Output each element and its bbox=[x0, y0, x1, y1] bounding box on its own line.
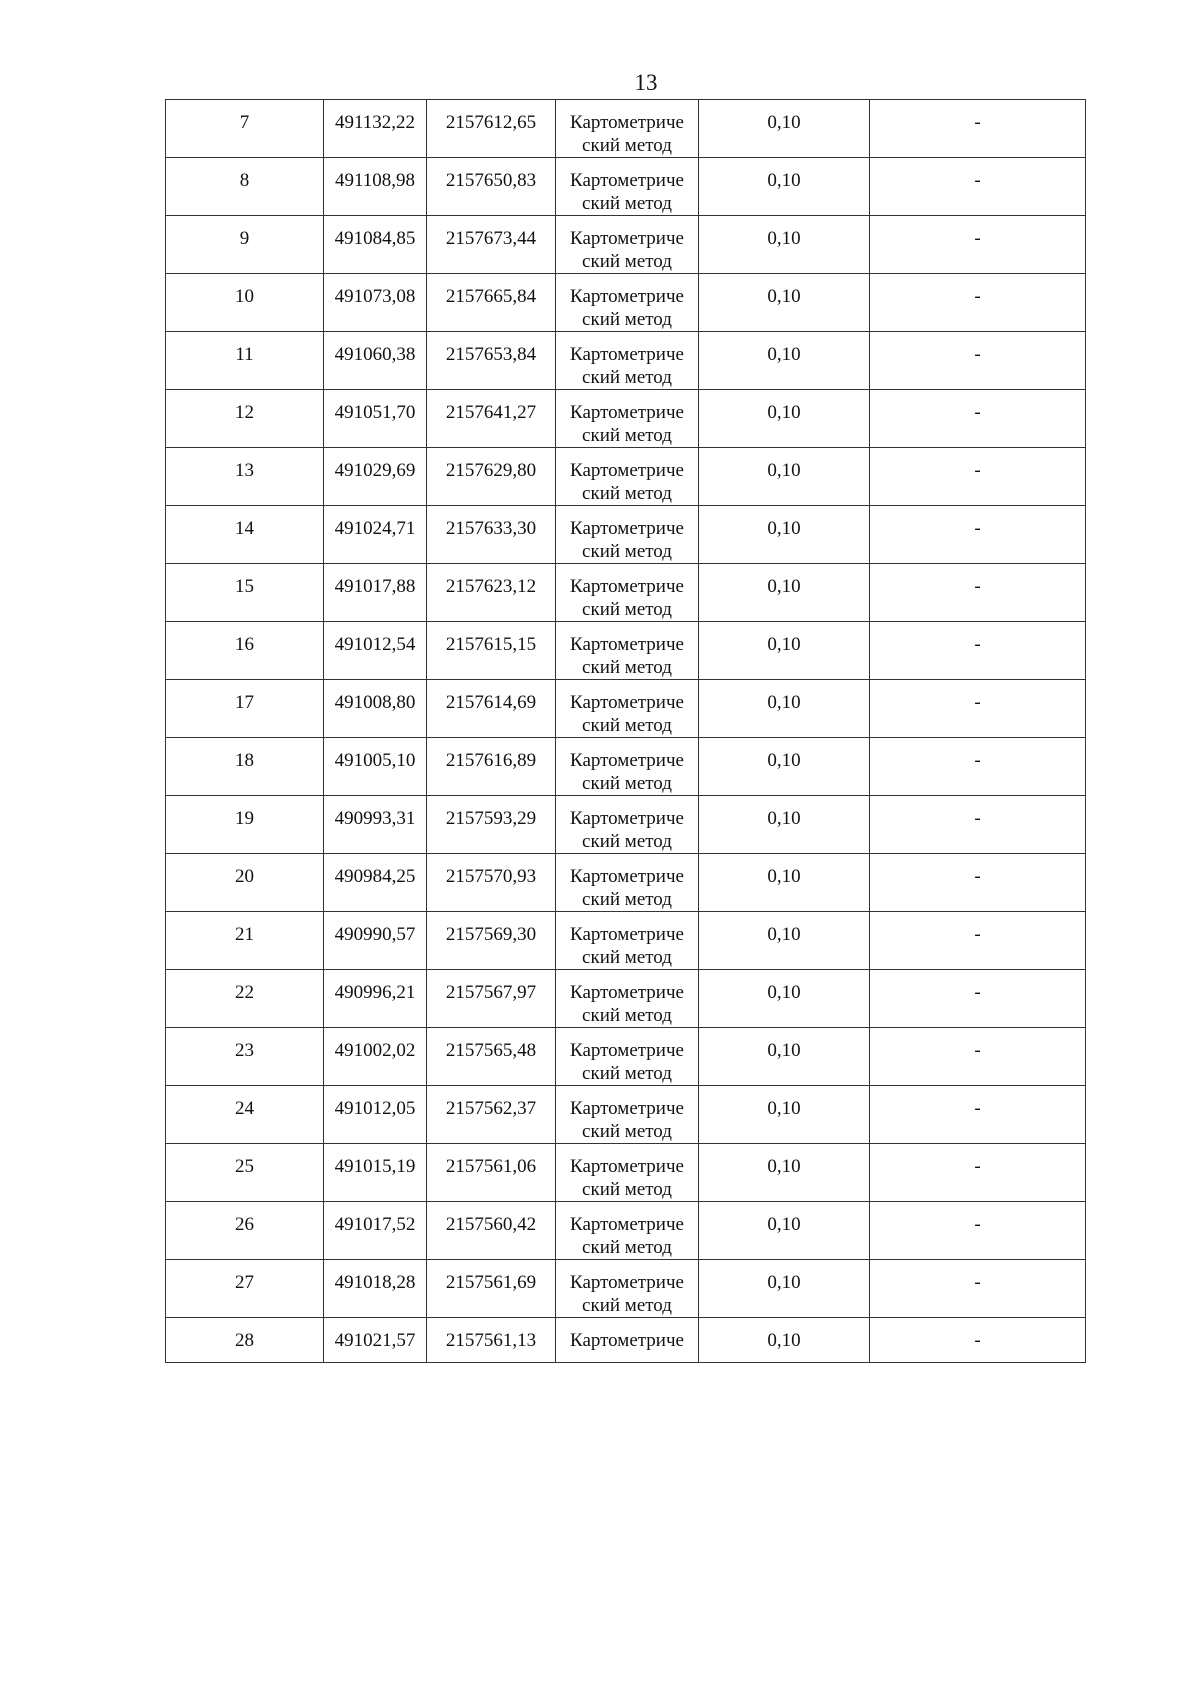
note-cell: - bbox=[870, 158, 1086, 216]
precision-cell: 0,10 bbox=[699, 1144, 870, 1202]
method-line-1: Картометриче bbox=[570, 1040, 684, 1061]
table-row bbox=[166, 564, 1086, 622]
point-number-cell: 24 bbox=[166, 1086, 324, 1144]
y-coordinate-cell: 2157561,06 bbox=[427, 1144, 556, 1202]
method-line-1: Картометриче bbox=[570, 170, 684, 191]
method-line-2: ский метод bbox=[582, 541, 672, 562]
method-cell bbox=[556, 1318, 699, 1363]
x-coordinate-cell: 491002,02 bbox=[324, 1028, 427, 1086]
method-line-2: ский метод bbox=[582, 831, 672, 852]
precision-cell: 0,10 bbox=[699, 274, 870, 332]
table-row bbox=[166, 622, 1086, 680]
method-line-2: ский метод bbox=[582, 889, 672, 910]
method-cell bbox=[556, 332, 699, 390]
precision-cell: 0,10 bbox=[699, 158, 870, 216]
note-cell: - bbox=[870, 564, 1086, 622]
x-coordinate-cell: 491132,22 bbox=[324, 100, 427, 158]
method-cell bbox=[556, 1144, 699, 1202]
x-coordinate-cell: 491051,70 bbox=[324, 390, 427, 448]
point-number-cell: 12 bbox=[166, 390, 324, 448]
x-coordinate-cell: 490990,57 bbox=[324, 912, 427, 970]
point-number-cell: 13 bbox=[166, 448, 324, 506]
method-line-1: Картометриче bbox=[570, 344, 684, 365]
coordinates-table bbox=[165, 99, 1086, 1363]
method-line-2: ский метод bbox=[582, 1063, 672, 1084]
x-coordinate-cell: 491008,80 bbox=[324, 680, 427, 738]
method-cell bbox=[556, 796, 699, 854]
table-row bbox=[166, 100, 1086, 158]
method-cell bbox=[556, 738, 699, 796]
method-line-1: Картометриче bbox=[570, 228, 684, 249]
method-line-1: Картометриче bbox=[570, 518, 684, 539]
y-coordinate-cell: 2157650,83 bbox=[427, 158, 556, 216]
method-cell bbox=[556, 1086, 699, 1144]
point-number-cell: 14 bbox=[166, 506, 324, 564]
method-cell bbox=[556, 506, 699, 564]
point-number-cell: 21 bbox=[166, 912, 324, 970]
method-line-2: ский метод bbox=[582, 483, 672, 504]
x-coordinate-cell: 490993,31 bbox=[324, 796, 427, 854]
point-number-cell: 20 bbox=[166, 854, 324, 912]
method-line-2: ский метод bbox=[582, 367, 672, 388]
coordinates-table-body bbox=[166, 100, 1086, 1363]
table-row bbox=[166, 448, 1086, 506]
method-line-1: Картометриче bbox=[570, 692, 684, 713]
method-line-1: Картометриче bbox=[570, 1272, 684, 1293]
x-coordinate-cell: 491060,38 bbox=[324, 332, 427, 390]
point-number-cell: 26 bbox=[166, 1202, 324, 1260]
y-coordinate-cell: 2157565,48 bbox=[427, 1028, 556, 1086]
method-cell bbox=[556, 622, 699, 680]
point-number-cell: 7 bbox=[166, 100, 324, 158]
y-coordinate-cell: 2157623,12 bbox=[427, 564, 556, 622]
method-line-2: ский метод bbox=[582, 251, 672, 272]
method-line-1: Картометриче bbox=[570, 402, 684, 423]
method-line-2: ский метод bbox=[582, 657, 672, 678]
point-number-cell: 11 bbox=[166, 332, 324, 390]
precision-cell: 0,10 bbox=[699, 912, 870, 970]
y-coordinate-cell: 2157570,93 bbox=[427, 854, 556, 912]
y-coordinate-cell: 2157653,84 bbox=[427, 332, 556, 390]
precision-cell: 0,10 bbox=[699, 796, 870, 854]
table-row bbox=[166, 680, 1086, 738]
method-line-1: Картометриче bbox=[570, 286, 684, 307]
x-coordinate-cell: 491012,54 bbox=[324, 622, 427, 680]
note-cell: - bbox=[870, 100, 1086, 158]
precision-cell: 0,10 bbox=[699, 332, 870, 390]
note-cell: - bbox=[870, 1144, 1086, 1202]
y-coordinate-cell: 2157629,80 bbox=[427, 448, 556, 506]
precision-cell: 0,10 bbox=[699, 1260, 870, 1318]
y-coordinate-cell: 2157614,69 bbox=[427, 680, 556, 738]
y-coordinate-cell: 2157569,30 bbox=[427, 912, 556, 970]
x-coordinate-cell: 491015,19 bbox=[324, 1144, 427, 1202]
x-coordinate-cell: 491029,69 bbox=[324, 448, 427, 506]
point-number-cell: 8 bbox=[166, 158, 324, 216]
note-cell: - bbox=[870, 390, 1086, 448]
precision-cell: 0,10 bbox=[699, 100, 870, 158]
table-row bbox=[166, 1086, 1086, 1144]
table-row bbox=[166, 506, 1086, 564]
x-coordinate-cell: 491017,88 bbox=[324, 564, 427, 622]
y-coordinate-cell: 2157560,42 bbox=[427, 1202, 556, 1260]
precision-cell: 0,10 bbox=[699, 738, 870, 796]
table-row bbox=[166, 1144, 1086, 1202]
x-coordinate-cell: 491024,71 bbox=[324, 506, 427, 564]
method-cell bbox=[556, 100, 699, 158]
precision-cell: 0,10 bbox=[699, 390, 870, 448]
note-cell: - bbox=[870, 1260, 1086, 1318]
y-coordinate-cell: 2157633,30 bbox=[427, 506, 556, 564]
note-cell: - bbox=[870, 738, 1086, 796]
note-cell: - bbox=[870, 332, 1086, 390]
method-cell bbox=[556, 912, 699, 970]
note-cell: - bbox=[870, 1086, 1086, 1144]
note-cell: - bbox=[870, 506, 1086, 564]
note-cell: - bbox=[870, 1028, 1086, 1086]
method-line-2: ский метод bbox=[582, 715, 672, 736]
method-cell bbox=[556, 680, 699, 738]
x-coordinate-cell: 491021,57 bbox=[324, 1318, 427, 1363]
table-row bbox=[166, 1202, 1086, 1260]
note-cell: - bbox=[870, 854, 1086, 912]
x-coordinate-cell: 491108,98 bbox=[324, 158, 427, 216]
precision-cell: 0,10 bbox=[699, 854, 870, 912]
method-line-1: Картометриче bbox=[570, 634, 684, 655]
method-cell bbox=[556, 274, 699, 332]
method-cell bbox=[556, 448, 699, 506]
point-number-cell: 23 bbox=[166, 1028, 324, 1086]
precision-cell: 0,10 bbox=[699, 1202, 870, 1260]
method-cell bbox=[556, 1028, 699, 1086]
method-line-2: ский метод bbox=[582, 1179, 672, 1200]
precision-cell: 0,10 bbox=[699, 1318, 870, 1363]
table-row bbox=[166, 854, 1086, 912]
table-row bbox=[166, 796, 1086, 854]
note-cell: - bbox=[870, 1318, 1086, 1363]
y-coordinate-cell: 2157593,29 bbox=[427, 796, 556, 854]
method-line-2: ский метод bbox=[582, 309, 672, 330]
x-coordinate-cell: 491005,10 bbox=[324, 738, 427, 796]
y-coordinate-cell: 2157612,65 bbox=[427, 100, 556, 158]
note-cell: - bbox=[870, 912, 1086, 970]
method-line-2: ский метод bbox=[582, 1237, 672, 1258]
point-number-cell: 10 bbox=[166, 274, 324, 332]
point-number-cell: 18 bbox=[166, 738, 324, 796]
table-row bbox=[166, 912, 1086, 970]
method-line-1: Картометриче bbox=[570, 1156, 684, 1177]
method-line-2: ский метод bbox=[582, 773, 672, 794]
method-cell bbox=[556, 970, 699, 1028]
method-line-1: Картометриче bbox=[570, 576, 684, 597]
point-number-cell: 22 bbox=[166, 970, 324, 1028]
method-line-1: Картометриче bbox=[570, 982, 684, 1003]
table-row bbox=[166, 390, 1086, 448]
method-cell bbox=[556, 1260, 699, 1318]
method-line-1: Картометриче bbox=[570, 1098, 684, 1119]
method-cell bbox=[556, 564, 699, 622]
x-coordinate-cell: 490984,25 bbox=[324, 854, 427, 912]
method-line-1: Картометриче bbox=[570, 1330, 684, 1351]
precision-cell: 0,10 bbox=[699, 506, 870, 564]
x-coordinate-cell: 491073,08 bbox=[324, 274, 427, 332]
method-cell bbox=[556, 1202, 699, 1260]
note-cell: - bbox=[870, 448, 1086, 506]
y-coordinate-cell: 2157665,84 bbox=[427, 274, 556, 332]
x-coordinate-cell: 491017,52 bbox=[324, 1202, 427, 1260]
method-line-1: Картометриче bbox=[570, 866, 684, 887]
table-row bbox=[166, 1318, 1086, 1363]
method-line-1: Картометриче bbox=[570, 924, 684, 945]
precision-cell: 0,10 bbox=[699, 970, 870, 1028]
method-line-2: ский метод bbox=[582, 193, 672, 214]
point-number-cell: 19 bbox=[166, 796, 324, 854]
table-row bbox=[166, 216, 1086, 274]
note-cell: - bbox=[870, 274, 1086, 332]
method-line-1: Картометриче bbox=[570, 750, 684, 771]
point-number-cell: 25 bbox=[166, 1144, 324, 1202]
y-coordinate-cell: 2157641,27 bbox=[427, 390, 556, 448]
method-line-2: ский метод bbox=[582, 425, 672, 446]
table-row bbox=[166, 1260, 1086, 1318]
y-coordinate-cell: 2157561,13 bbox=[427, 1318, 556, 1363]
note-cell: - bbox=[870, 796, 1086, 854]
table-row bbox=[166, 738, 1086, 796]
method-line-1: Картометриче bbox=[570, 112, 684, 133]
method-line-2: ский метод bbox=[582, 599, 672, 620]
table-row bbox=[166, 158, 1086, 216]
method-line-2: ский метод bbox=[582, 1121, 672, 1142]
table-row bbox=[166, 274, 1086, 332]
point-number-cell: 15 bbox=[166, 564, 324, 622]
method-line-1: Картометриче bbox=[570, 460, 684, 481]
method-line-1: Картометриче bbox=[570, 808, 684, 829]
precision-cell: 0,10 bbox=[699, 564, 870, 622]
y-coordinate-cell: 2157561,69 bbox=[427, 1260, 556, 1318]
method-line-2: ский метод bbox=[582, 1295, 672, 1316]
precision-cell: 0,10 bbox=[699, 1086, 870, 1144]
note-cell: - bbox=[870, 1202, 1086, 1260]
method-cell bbox=[556, 854, 699, 912]
table-row bbox=[166, 1028, 1086, 1086]
note-cell: - bbox=[870, 970, 1086, 1028]
method-line-1: Картометриче bbox=[570, 1214, 684, 1235]
point-number-cell: 16 bbox=[166, 622, 324, 680]
note-cell: - bbox=[870, 216, 1086, 274]
y-coordinate-cell: 2157615,15 bbox=[427, 622, 556, 680]
method-line-2: ский метод bbox=[582, 1005, 672, 1026]
x-coordinate-cell: 491012,05 bbox=[324, 1086, 427, 1144]
precision-cell: 0,10 bbox=[699, 216, 870, 274]
x-coordinate-cell: 490996,21 bbox=[324, 970, 427, 1028]
precision-cell: 0,10 bbox=[699, 1028, 870, 1086]
x-coordinate-cell: 491084,85 bbox=[324, 216, 427, 274]
method-cell bbox=[556, 158, 699, 216]
y-coordinate-cell: 2157562,37 bbox=[427, 1086, 556, 1144]
precision-cell: 0,10 bbox=[699, 622, 870, 680]
y-coordinate-cell: 2157673,44 bbox=[427, 216, 556, 274]
method-cell bbox=[556, 216, 699, 274]
y-coordinate-cell: 2157567,97 bbox=[427, 970, 556, 1028]
precision-cell: 0,10 bbox=[699, 448, 870, 506]
method-cell bbox=[556, 390, 699, 448]
note-cell: - bbox=[870, 622, 1086, 680]
page-number: 13 bbox=[634, 70, 658, 95]
point-number-cell: 27 bbox=[166, 1260, 324, 1318]
note-cell: - bbox=[870, 680, 1086, 738]
precision-cell: 0,10 bbox=[699, 680, 870, 738]
point-number-cell: 28 bbox=[166, 1318, 324, 1363]
point-number-cell: 17 bbox=[166, 680, 324, 738]
y-coordinate-cell: 2157616,89 bbox=[427, 738, 556, 796]
table-row bbox=[166, 970, 1086, 1028]
table-row bbox=[166, 332, 1086, 390]
method-line-2: ский метод bbox=[582, 947, 672, 968]
point-number-cell: 9 bbox=[166, 216, 324, 274]
x-coordinate-cell: 491018,28 bbox=[324, 1260, 427, 1318]
method-line-2: ский метод bbox=[582, 135, 672, 156]
